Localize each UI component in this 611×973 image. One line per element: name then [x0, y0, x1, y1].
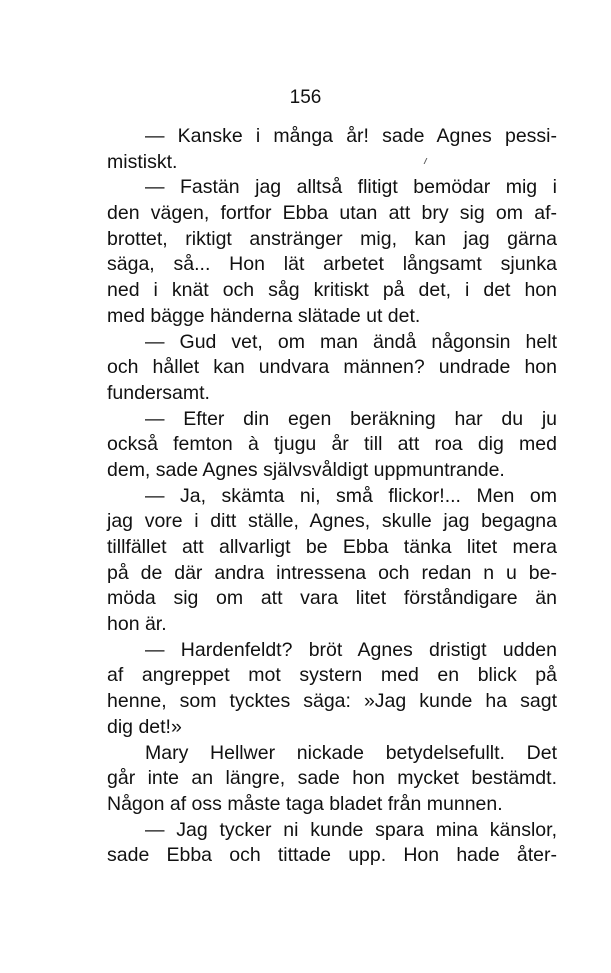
text-line: den vägen, fortfor Ebba utan att bry sig om af- [107, 202, 557, 225]
text-line: — Jag tycker ni kunde spara mina känslor, [145, 818, 557, 841]
text-line: fundersamt. [107, 381, 210, 404]
text-line: Någon af oss måste taga bladet från munnen. [107, 792, 503, 815]
text-line: också femton à tjugu år till att roa dig med [107, 433, 557, 456]
text-line: på de där andra intressena och redan n u be- [107, 561, 557, 584]
page-number: 156 [289, 87, 322, 108]
text-line: — Hardenfeldt? bröt Agnes dristigt udden [145, 638, 557, 661]
text-line: — Ja, skämta ni, små flickor!... Men om [145, 484, 557, 507]
text-line: jag vore i ditt ställe, Agnes, skulle jag begagna [107, 510, 557, 533]
text-line: möda sig om att vara litet förståndigare än [107, 587, 557, 610]
text-line: Mary Hellwer nickade betydelsefullt. Det [145, 741, 557, 764]
text-line: sade Ebba och tittade upp. Hon hade åter- [107, 844, 557, 867]
text-line: dem, sade Agnes självsvåldigt uppmuntrande. [107, 458, 505, 481]
page-body-text [107, 124, 557, 869]
text-line: tillfället att allvarligt be Ebba tänka litet mera [107, 536, 557, 558]
text-line: säga, så... Hon lät arbetet långsamt sjunka [107, 253, 557, 276]
text-line: — Fastän jag alltså flitigt bemödar mig i [145, 176, 557, 199]
text-line: — Efter din egen beräkning har du ju [145, 407, 557, 430]
text-line: dig det!» [107, 715, 182, 738]
text-line: mistiskt. [107, 150, 178, 173]
text-line: hon är. [107, 613, 167, 636]
text-line: med bägge händerna slätade ut det. [107, 304, 421, 327]
text-line: af angreppet mot systern med en blick på [107, 664, 557, 687]
text-line: och hållet kan undvara männen? undrade hon [107, 356, 557, 379]
text-line: — Gud vet, om man ändå någonsin helt [145, 330, 557, 353]
text-line: brottet, riktigt anstränger mig, kan jag gärna [107, 227, 557, 250]
text-line: — Kanske i många år! sade Agnes pessi- [145, 125, 557, 147]
text-line: ned i knät och såg kritiskt på det, i det hon [107, 279, 557, 302]
text-line: henne, som tycktes säga: »Jag kunde ha sagt [107, 690, 557, 713]
text-line: går inte an längre, sade hon mycket bestämdt. [107, 767, 557, 790]
